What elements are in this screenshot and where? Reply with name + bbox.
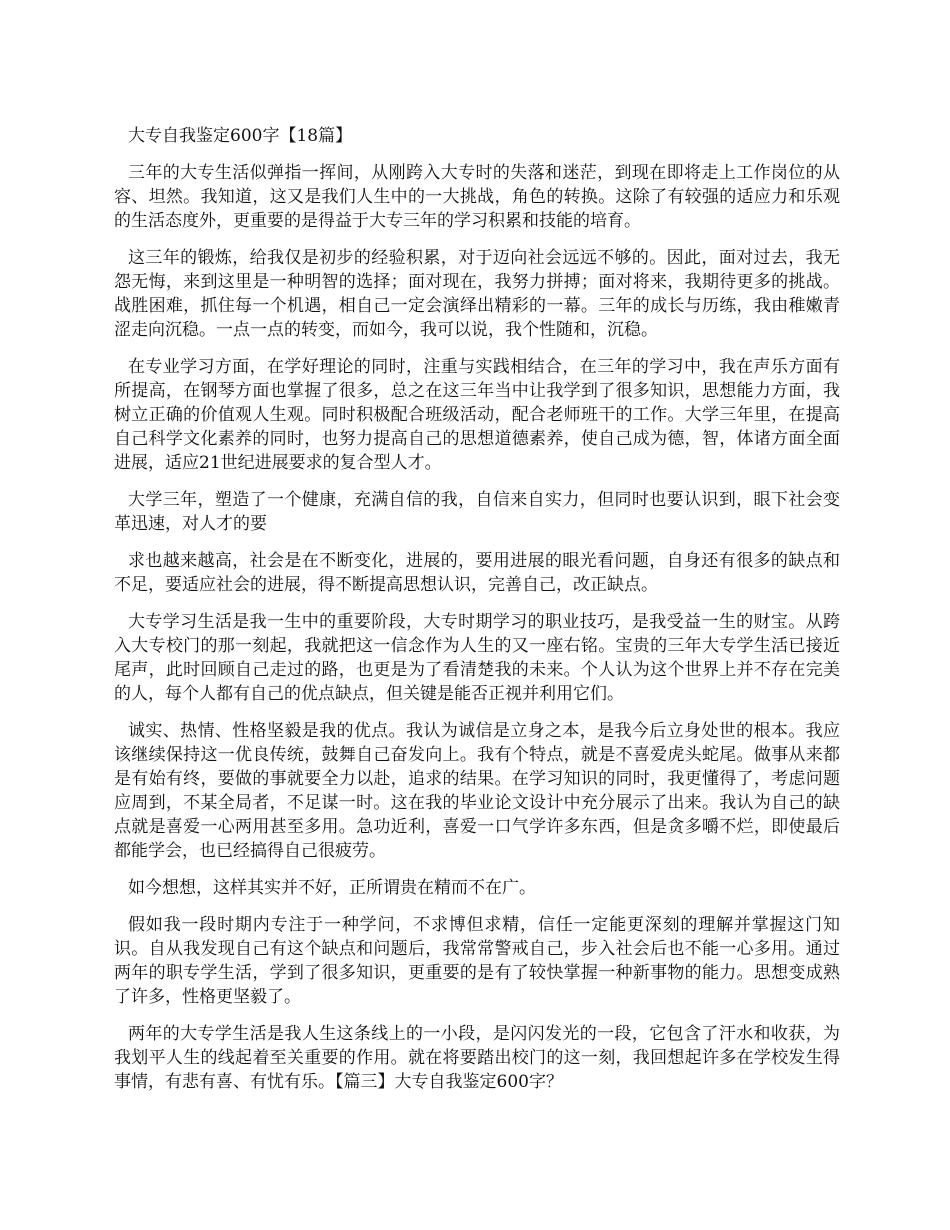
paragraph-4: 大学三年，塑造了一个健康，充满自信的我，自信来自实力，但同时也要认识到，眼下社会变革迅速，对人才的要: [114, 490, 840, 534]
paragraph-7: 诚实、热情、性格坚毅是我的优点。我认为诚信是立身之本，是我今后立身处世的根本。我应该继续保持这一优良传统，鼓舞自己奋发向上。我有个特点，就是不喜爱虎头蛇尾。做事从来都是有始有终，要做的事就要全力以赴，追求的结果。在学习知识的同时，我更懂得了，考虑问题应周到，不某全局者，不足谋一时。这在我的毕业论文设计中充分展示了出来。我认为自己的缺点就是喜爱一心两用甚至多用。急功近利，喜爱一口气学许多东西，但是贪多嚼不烂，即使最后都能学会，也已经搞得自己很疲劳。: [114, 721, 840, 861]
paragraph-5: 求也越来越高，社会是在不断变化，进展的，要用进展的眼光看问题，自身还有很多的缺点和不足，要适应社会的进展，得不断提高思想认识，完善自己，改正缺点。: [114, 551, 840, 595]
paragraph-10: 两年的大专学生活是我人生这条线上的一小段，是闪闪发光的一段，它包含了汗水和收获，为我划平人生的线起着至关重要的作用。就在将要踏出校门的这一刻，我回想起许多在学校发生得事情，有悲有喜、有忧有乐。【篇三】大专自我鉴定600字？: [114, 1024, 840, 1092]
paragraph-3: 在专业学习方面，在学好理论的同时，注重与实践相结合，在三年的学习中，我在声乐方面有所提高，在钢琴方面也掌握了很多，总之在这三年当中让我学到了很多知识，思想能力方面，我树立正确的价值观人生观。同时积极配合班级活动，配合老师班干的工作。大学三年里，在提高自己科学文化素养的同时，也努力提高自己的思想道德素养，使自己成为德，智，体诸方面全面进展，适应21世纪进展要求的复合型人才。: [114, 357, 840, 473]
document-title: 大专自我鉴定600字【18篇】: [128, 126, 353, 146]
paragraph-9: 假如我一段时期内专注于一种学问，不求博但求精，信任一定能更深刻的理解并掌握这门知识。自从我发现自己有这个缺点和问题后，我常常警戒自己，步入社会后也不能一心多用。通过两年的职专学生活，学到了很多知识，更重要的是有了较快掌握一种新事物的能力。思想变成熟了许多，性格更坚毅了。: [114, 915, 840, 1007]
paragraph-6: 大专学习生活是我一生中的重要阶段，大专时期学习的职业技巧，是我受益一生的财宝。从跨入大专校门的那一刻起，我就把这一信念作为人生的又一座右铭。宝贵的三年大专学生活已接近尾声，此时回顾自己走过的路，也更是为了看清楚我的未来。个人认为这个世界上并不存在完美的人，每个人都有自己的优点缺点，但关键是能否正视并利用它们。: [114, 612, 840, 704]
paragraph-8: 如今想想，这样其实并不好，正所谓贵在精而不在广。: [128, 878, 536, 898]
paragraph-2: 这三年的锻炼，给我仅是初步的经验积累，对于迈向社会远远不够的。因此，面对过去，我无怨无悔，来到这里是一种明智的选择；面对现在，我努力拼搏；面对将来，我期待更多的挑战。战胜困难，抓住每一个机遇，相自己一定会演绎出精彩的一幕。三年的成长与历练，我由稚嫩青涩走向沉稳。一点一点的转变，而如今，我可以说，我个性随和，沉稳。: [114, 248, 840, 340]
document-page: [114, 124, 840, 1107]
paragraph-1: 三年的大专生活似弹指一挥间，从刚跨入大专时的失落和迷茫，到现在即将走上工作岗位的从容、坦然。我知道，这又是我们人生中的一大挑战，角色的转换。这除了有较强的适应力和乐观的生活态度外，更重要的是得益于大专三年的学习积累和技能的培育。: [114, 163, 840, 231]
